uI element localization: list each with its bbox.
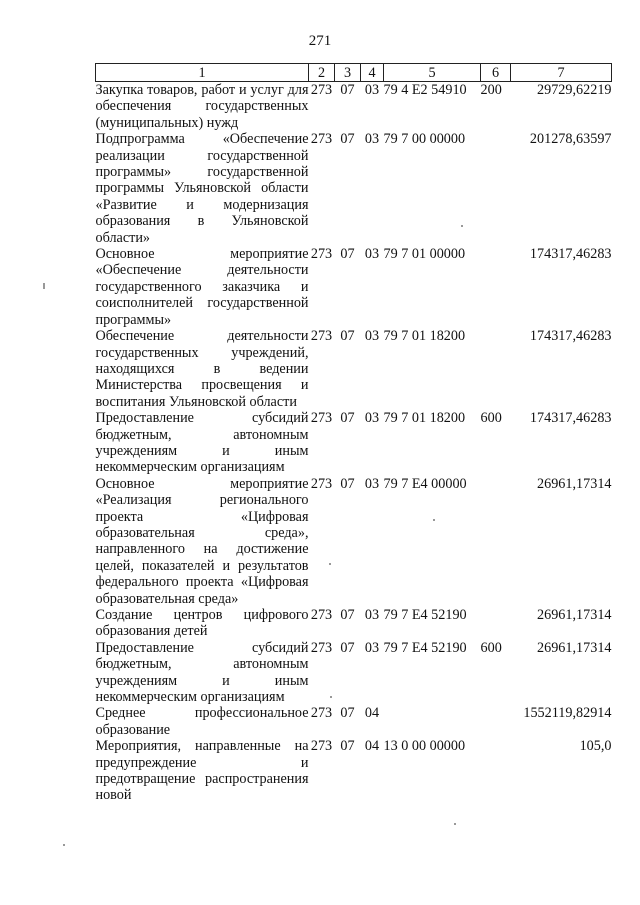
row-ved: 273 — [310, 738, 333, 755]
row-rz: 07 — [340, 131, 355, 148]
row-rz: 07 — [340, 246, 355, 263]
row-pr: 03 — [364, 82, 380, 98]
row-name: Основное мероприятие «Реализация регионального проекта «Цифровая образовательная среда», направленного на достижение целей, показателей и результатов федерального проекта «Цифровая образовательная среда» — [95, 475, 309, 607]
column-number-row — [96, 64, 612, 82]
row-vr — [481, 476, 511, 607]
row-ved: 273 — [310, 607, 333, 623]
row-sum: 174317,46283 — [529, 410, 612, 427]
row-vr — [481, 131, 511, 246]
scan-speck — [63, 844, 65, 846]
table-row — [96, 705, 612, 738]
row-ved: 273 — [310, 410, 333, 427]
row-rz: 07 — [340, 738, 355, 755]
row-rz: 07 — [340, 639, 355, 656]
row-pr: 03 — [364, 328, 380, 345]
row-rz: 07 — [340, 328, 355, 345]
column-header: 1 — [96, 64, 309, 82]
column-header: 7 — [511, 64, 612, 82]
row-sum: 1552119,82914 — [523, 705, 612, 722]
column-header: 3 — [335, 64, 361, 82]
scan-speck — [454, 823, 456, 825]
row-sum: 174317,46283 — [529, 328, 612, 345]
row-csr: 79 7 E4 52190 — [383, 639, 467, 656]
row-ved: 273 — [310, 475, 333, 492]
row-csr: 79 7 00 00000 — [383, 131, 466, 148]
row-csr: 79 7 E4 00000 — [383, 475, 467, 492]
table-row — [96, 607, 612, 640]
row-pr: 04 — [364, 705, 380, 722]
row-pr: 03 — [364, 131, 380, 148]
row-csr: 79 7 01 18200 — [383, 410, 466, 427]
row-sum: 26961,17314 — [537, 639, 612, 656]
row-rz: 07 — [340, 705, 355, 722]
page-number: 271 — [308, 33, 332, 49]
row-name: Обеспечение деятельности государственных учреждений, находящихся в ведении Министерства просвещения и воспитания Ульяновской области — [95, 328, 309, 410]
row-ved: 273 — [310, 639, 333, 656]
row-ved: 273 — [310, 328, 333, 345]
row-csr — [384, 705, 481, 738]
row-pr: 03 — [364, 607, 380, 623]
column-header: 2 — [309, 64, 335, 82]
row-sum: 29729,62219 — [537, 82, 612, 98]
table-row — [96, 410, 612, 476]
row-name: Закупка товаров, работ и услуг для обеспечения государственных (муниципальных) нужд — [95, 82, 309, 131]
row-ved: 273 — [310, 246, 333, 263]
column-header: 6 — [481, 64, 511, 82]
row-csr: 79 7 01 18200 — [383, 328, 466, 345]
row-vr — [481, 328, 511, 410]
row-ved: 273 — [310, 705, 333, 722]
row-vr: 600 — [480, 639, 502, 656]
row-sum: 26961,17314 — [537, 607, 612, 623]
row-csr: 79 7 01 00000 — [383, 246, 466, 263]
row-vr — [481, 738, 511, 804]
table-row — [96, 738, 612, 804]
row-rz: 07 — [340, 410, 355, 427]
table-row — [96, 246, 612, 328]
row-ved: 273 — [310, 82, 333, 98]
column-header: 4 — [361, 64, 384, 82]
row-csr: 79 7 E4 52190 — [383, 607, 467, 623]
row-name: Мероприятия, направленные на предупреждение и предотвращение распространения новой — [95, 738, 309, 804]
table-row — [96, 328, 612, 410]
scan-speck — [461, 225, 463, 227]
row-sum: 174317,46283 — [529, 246, 612, 263]
table-row — [96, 476, 612, 607]
row-name: Создание центров цифрового образования детей — [95, 607, 309, 640]
row-sum: 105,0 — [579, 738, 612, 755]
table-row — [96, 131, 612, 246]
row-name: Среднее профессиональное образование — [95, 705, 309, 738]
row-pr: 03 — [364, 475, 380, 492]
column-header: 5 — [384, 64, 481, 82]
row-csr: 79 4 E2 54910 — [383, 82, 467, 98]
scan-speck — [43, 283, 45, 289]
row-sum: 201278,63597 — [529, 131, 612, 148]
row-vr: 200 — [480, 82, 502, 98]
table-row — [96, 640, 612, 706]
row-rz: 07 — [340, 82, 355, 98]
row-vr — [481, 246, 511, 328]
row-pr: 04 — [364, 738, 380, 755]
row-name: Основное мероприятие «Обеспечение деятельности государственного заказчика и соисполнителей государственной программы» — [95, 246, 309, 328]
table-row — [96, 82, 612, 132]
row-pr: 03 — [364, 246, 380, 263]
row-ved: 273 — [310, 131, 333, 148]
row-vr — [481, 607, 511, 640]
row-pr: 03 — [364, 410, 380, 427]
row-sum: 26961,17314 — [537, 475, 612, 492]
row-rz: 07 — [340, 475, 355, 492]
row-rz: 07 — [340, 607, 355, 623]
budget-table — [95, 63, 612, 804]
row-vr — [481, 705, 511, 738]
row-vr: 600 — [480, 410, 502, 427]
row-name: Подпрограмма «Обеспечение реализации государственной программы» государственной программы Ульяновской области «Развитие и модернизация образования в Ульяновской области» — [95, 131, 309, 246]
row-csr: 13 0 00 00000 — [383, 738, 466, 755]
row-name: Предоставление субсидий бюджетным, автономным учреждениям и иным некоммерческим организациям — [95, 410, 309, 476]
row-pr: 03 — [364, 639, 380, 656]
scan-speck — [433, 519, 435, 521]
row-name: Предоставление субсидий бюджетным, автономным учреждениям и иным некоммерческим организациям — [95, 639, 309, 706]
scan-speck — [329, 563, 331, 565]
scan-speck — [330, 696, 332, 698]
